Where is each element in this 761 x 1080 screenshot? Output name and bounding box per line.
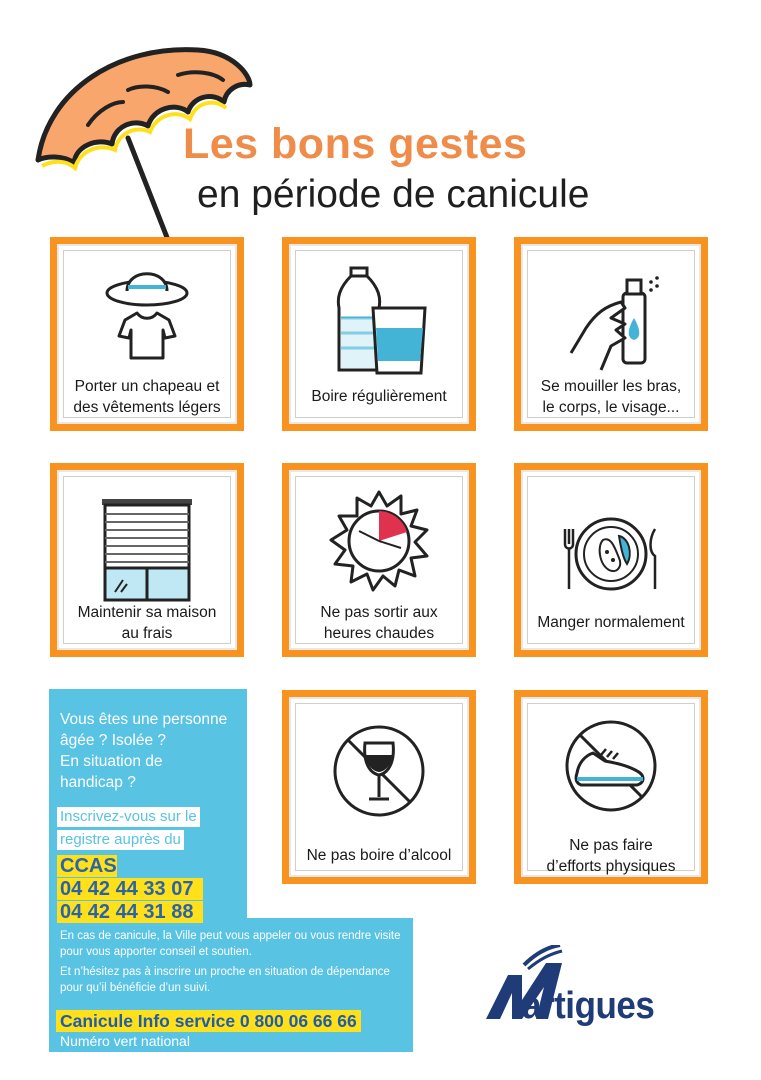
ccas-label: CCAS <box>57 855 117 877</box>
card-label-line: Boire régulièrement <box>311 388 447 405</box>
paragraph-line: pour vous apporter conseil et soutien. <box>60 946 252 958</box>
page-subtitle: en période de canicule <box>197 173 590 216</box>
service-subtitle: Numéro vert national <box>60 1033 190 1049</box>
card-label-line: Porter un chapeau et <box>74 378 220 395</box>
ccas-contact <box>57 855 203 924</box>
card-drink <box>282 237 476 431</box>
card-house-cool <box>50 463 244 657</box>
card-no-alcohol <box>282 690 476 884</box>
service-phone[interactable]: Canicule Info service 0 800 06 66 66 <box>56 1010 361 1032</box>
card-no-effort <box>514 690 708 884</box>
card-eat <box>514 463 708 657</box>
paragraph-line: Et n’hésitez pas à inscrire un proche en situation de dépendance <box>60 966 390 978</box>
card-spray <box>514 237 708 431</box>
service-line <box>56 1010 361 1032</box>
card-label-line: au frais <box>121 625 173 642</box>
card-hat-clothes <box>50 237 244 431</box>
card-label-line: d’efforts physiques <box>546 858 676 875</box>
paragraph-line: pour qu’il bénéficie d’un suivi. <box>60 982 211 994</box>
hat-tshirt-icon <box>97 258 197 378</box>
card-label-line: Ne pas boire d’alcool <box>306 847 452 864</box>
no-running-shoe-icon <box>551 711 671 831</box>
window-shutter-icon <box>97 484 197 604</box>
no-alcohol-icon <box>319 711 439 831</box>
card-label-line: Manger normalement <box>537 614 685 631</box>
question-line: handicap ? <box>60 774 136 791</box>
sun-clock-icon <box>314 484 444 604</box>
page-title: Les bons gestes <box>183 120 528 168</box>
card-label-line: Maintenir sa maison <box>77 604 217 621</box>
card-hot-hours <box>282 463 476 657</box>
info-paragraph <box>60 928 412 996</box>
card-label-line: le corps, le visage... <box>542 399 680 416</box>
plate-fork-knife-icon <box>545 484 677 604</box>
card-label-line: Ne pas faire <box>569 837 653 854</box>
logo-wordmark: artigues <box>522 985 655 1027</box>
register-text <box>57 807 257 853</box>
question-line: âgée ? Isolée ? <box>60 732 167 749</box>
paragraph-line: En cas de canicule, la Ville peut vous appeler ou vous rendre visite <box>60 930 401 942</box>
card-label-line: des vêtements légers <box>73 399 221 416</box>
card-label-line: Se mouiller les bras, <box>540 378 682 395</box>
water-bottle-glass-icon <box>329 258 429 378</box>
register-line: registre auprès du <box>57 830 184 850</box>
card-label-line: heures chaudes <box>323 625 435 642</box>
spray-hand-icon <box>561 258 661 378</box>
register-line: Inscrivez-vous sur le <box>57 807 200 827</box>
question-text <box>60 709 250 793</box>
logo-text <box>522 985 666 1028</box>
question-line: En situation de <box>60 753 163 770</box>
phone-number[interactable]: 04 42 44 33 07 <box>57 878 203 900</box>
phone-number[interactable]: 04 42 44 31 88 <box>57 901 203 923</box>
card-label-line: Ne pas sortir aux <box>320 604 438 621</box>
question-line: Vous êtes une personne <box>60 711 228 728</box>
